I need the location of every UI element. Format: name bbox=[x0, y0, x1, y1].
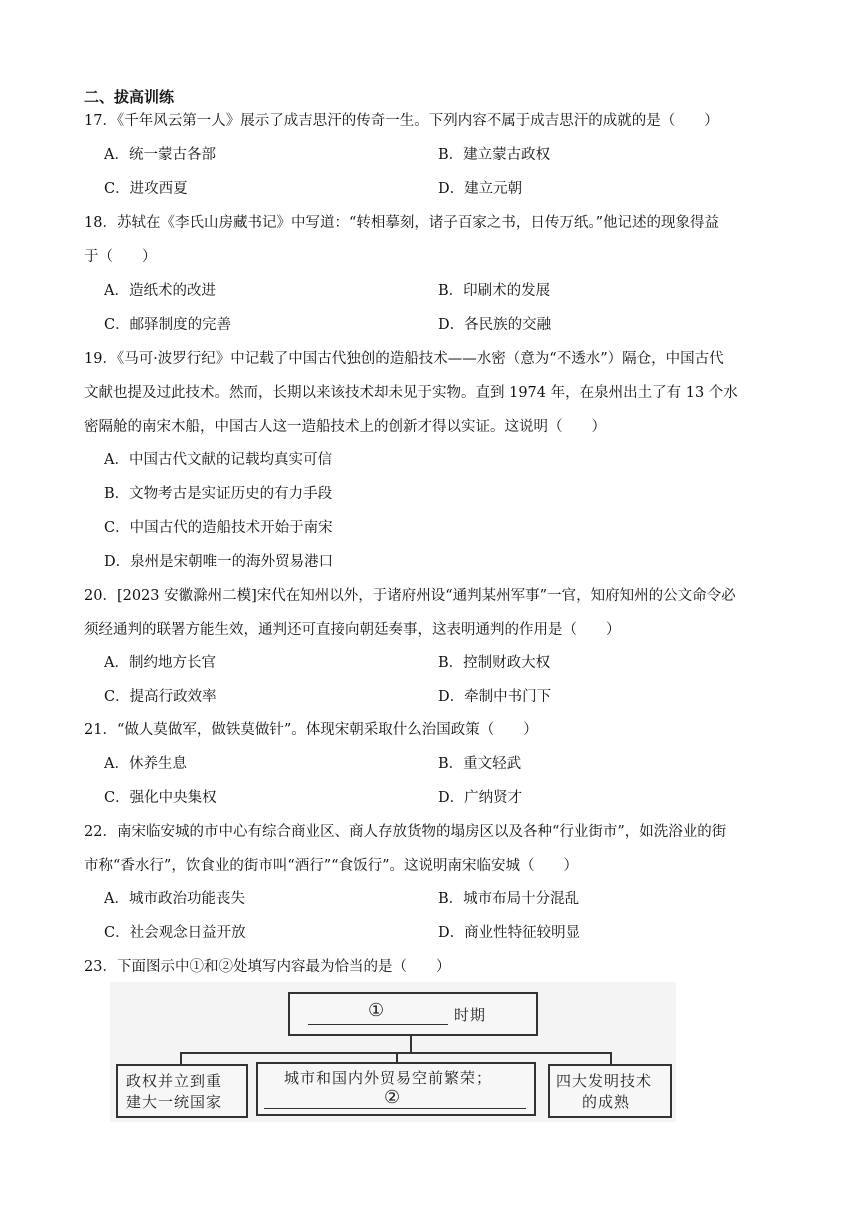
question-stem-line: 17．《千年风云第一人》展示了成吉思汗的传奇一生。下列内容不属于成吉思汗的成就的是（ ） bbox=[84, 113, 719, 129]
option-b[interactable]: B．印刷术的发展 bbox=[438, 283, 551, 299]
option-d[interactable]: D．泉州是宋朝唯一的海外贸易港口 bbox=[104, 554, 334, 570]
diagram-middle-line-1: 城市和国内外贸易空前繁荣； bbox=[284, 1069, 493, 1087]
connector-line bbox=[610, 1052, 612, 1064]
option-d[interactable]: D．牵制中书门下 bbox=[438, 689, 552, 705]
option-a[interactable]: A．造纸术的改进 bbox=[104, 283, 216, 299]
option-a[interactable]: A．制约地方长官 bbox=[104, 655, 216, 671]
question-22 bbox=[84, 815, 784, 883]
question-19 bbox=[84, 342, 784, 444]
question-stem-line: 22．南宋临安城的市中心有综合商业区、商人存放货物的塌房区以及各种“行业街市”，如洗浴业的街 bbox=[84, 824, 727, 840]
option-d[interactable]: D．广纳贤才 bbox=[438, 790, 523, 806]
options-row bbox=[104, 646, 784, 680]
option-a[interactable]: A．中国古代文献的记载均真实可信 bbox=[104, 452, 332, 468]
question-stem-line: 须经通判的联署方能生效，通判还可直接向朝廷奏事，这表明通判的作用是（ ） bbox=[84, 622, 621, 638]
option-b[interactable]: B．建立蒙古政权 bbox=[438, 147, 551, 163]
options-row bbox=[104, 274, 784, 308]
question-stem-line: 20．[2023 安徽滁州二模]宋代在知州以外，于诸府州设“通判某州军事”一官，知府知州的公文命令必 bbox=[84, 588, 736, 604]
blank-marker-1: ① bbox=[368, 1000, 386, 1021]
diagram-right-line-1: 四大发明技术 bbox=[556, 1072, 653, 1090]
option-c[interactable]: C．中国古代的造船技术开始于南宋 bbox=[104, 520, 333, 536]
question-stem-line: 21．“做人莫做军，做铁莫做针”。体现宋朝采取什么治国政策（ ） bbox=[84, 722, 538, 738]
options-row bbox=[104, 882, 784, 916]
question-18 bbox=[84, 206, 784, 274]
option-b[interactable]: B．城市布局十分混乱 bbox=[438, 891, 580, 907]
diagram-top-suffix: 时期 bbox=[454, 1006, 487, 1024]
option-c[interactable]: C．强化中央集权 bbox=[104, 790, 217, 806]
option-b[interactable]: B．重文轻武 bbox=[438, 756, 522, 772]
option-d[interactable]: D．商业性特征较明显 bbox=[438, 925, 581, 941]
blank-underline bbox=[308, 1024, 448, 1025]
option-a[interactable]: A．休养生息 bbox=[104, 756, 187, 772]
question-stem-line: 市称“香水行”，饮食业的街市叫“酒行”“食饭行”。这说明南宋临安城（ ） bbox=[84, 858, 578, 874]
section-title: 二、拔高训练 bbox=[84, 88, 175, 106]
blank-marker-2: ② bbox=[384, 1087, 402, 1108]
question-stem-line: 文献也提及过此技术。然而，长期以来该技术却未见于实物。直到 1974 年，在泉州出土了有 13 个水 bbox=[84, 385, 738, 401]
question-stem-line: 于（ ） bbox=[84, 249, 157, 265]
diagram-right-line-2: 的成熟 bbox=[582, 1093, 631, 1111]
question-stem-line: 23．下面图示中①和②处填写内容最为恰当的是（ ） bbox=[84, 959, 451, 975]
option-c[interactable]: C．社会观念日益开放 bbox=[104, 925, 246, 941]
question-20 bbox=[84, 579, 784, 647]
options-row bbox=[104, 916, 784, 950]
question-stem-line: 18．苏轼在《李氏山房藏书记》中写道：“转相摹刻，诸子百家之书，日传万纸。”他记述的现象得益 bbox=[84, 215, 720, 231]
question-stem-line: 密隔舱的南宋木船，中国古人这一造船技术上的创新才得以实证。这说明（ ） bbox=[84, 419, 606, 435]
diagram-left-line-2: 建大一统国家 bbox=[126, 1093, 223, 1111]
options-row bbox=[104, 747, 784, 781]
option-a[interactable]: A．城市政治功能丧失 bbox=[104, 891, 245, 907]
option-d[interactable]: D．各民族的交融 bbox=[438, 317, 552, 333]
option-d[interactable]: D．建立元朝 bbox=[438, 181, 523, 197]
diagram-middle-box bbox=[256, 1062, 536, 1116]
option-c[interactable]: C．邮驿制度的完善 bbox=[104, 317, 232, 333]
options-row bbox=[104, 680, 784, 714]
diagram-right-box bbox=[548, 1064, 672, 1118]
connector-line bbox=[396, 1052, 398, 1062]
question-23 bbox=[84, 950, 784, 984]
options-row bbox=[104, 781, 784, 815]
diagram-left-line-1: 政权并立到重 bbox=[126, 1072, 223, 1090]
options-row bbox=[104, 172, 784, 206]
option-c[interactable]: C．进攻西夏 bbox=[104, 181, 188, 197]
question-17 bbox=[84, 104, 784, 138]
connector-line bbox=[180, 1052, 182, 1064]
options-row bbox=[104, 308, 784, 342]
diagram-top-box bbox=[288, 992, 538, 1036]
option-b[interactable]: B．控制财政大权 bbox=[438, 655, 551, 671]
options-row bbox=[104, 138, 784, 172]
diagram-left-box bbox=[116, 1064, 248, 1118]
question-stem-line: 19．《马可·波罗行纪》中记载了中国古代独创的造船技术——水密（意为“不透水”）隔仓，中国古代 bbox=[84, 351, 724, 367]
option-a[interactable]: A．统一蒙古各部 bbox=[104, 147, 216, 163]
question-21 bbox=[84, 713, 784, 747]
blank-underline bbox=[264, 1108, 526, 1109]
connector-line bbox=[410, 1034, 412, 1054]
option-b[interactable]: B．文物考古是实证历史的有力手段 bbox=[104, 486, 333, 502]
flow-diagram bbox=[110, 982, 676, 1122]
option-c[interactable]: C．提高行政效率 bbox=[104, 689, 217, 705]
